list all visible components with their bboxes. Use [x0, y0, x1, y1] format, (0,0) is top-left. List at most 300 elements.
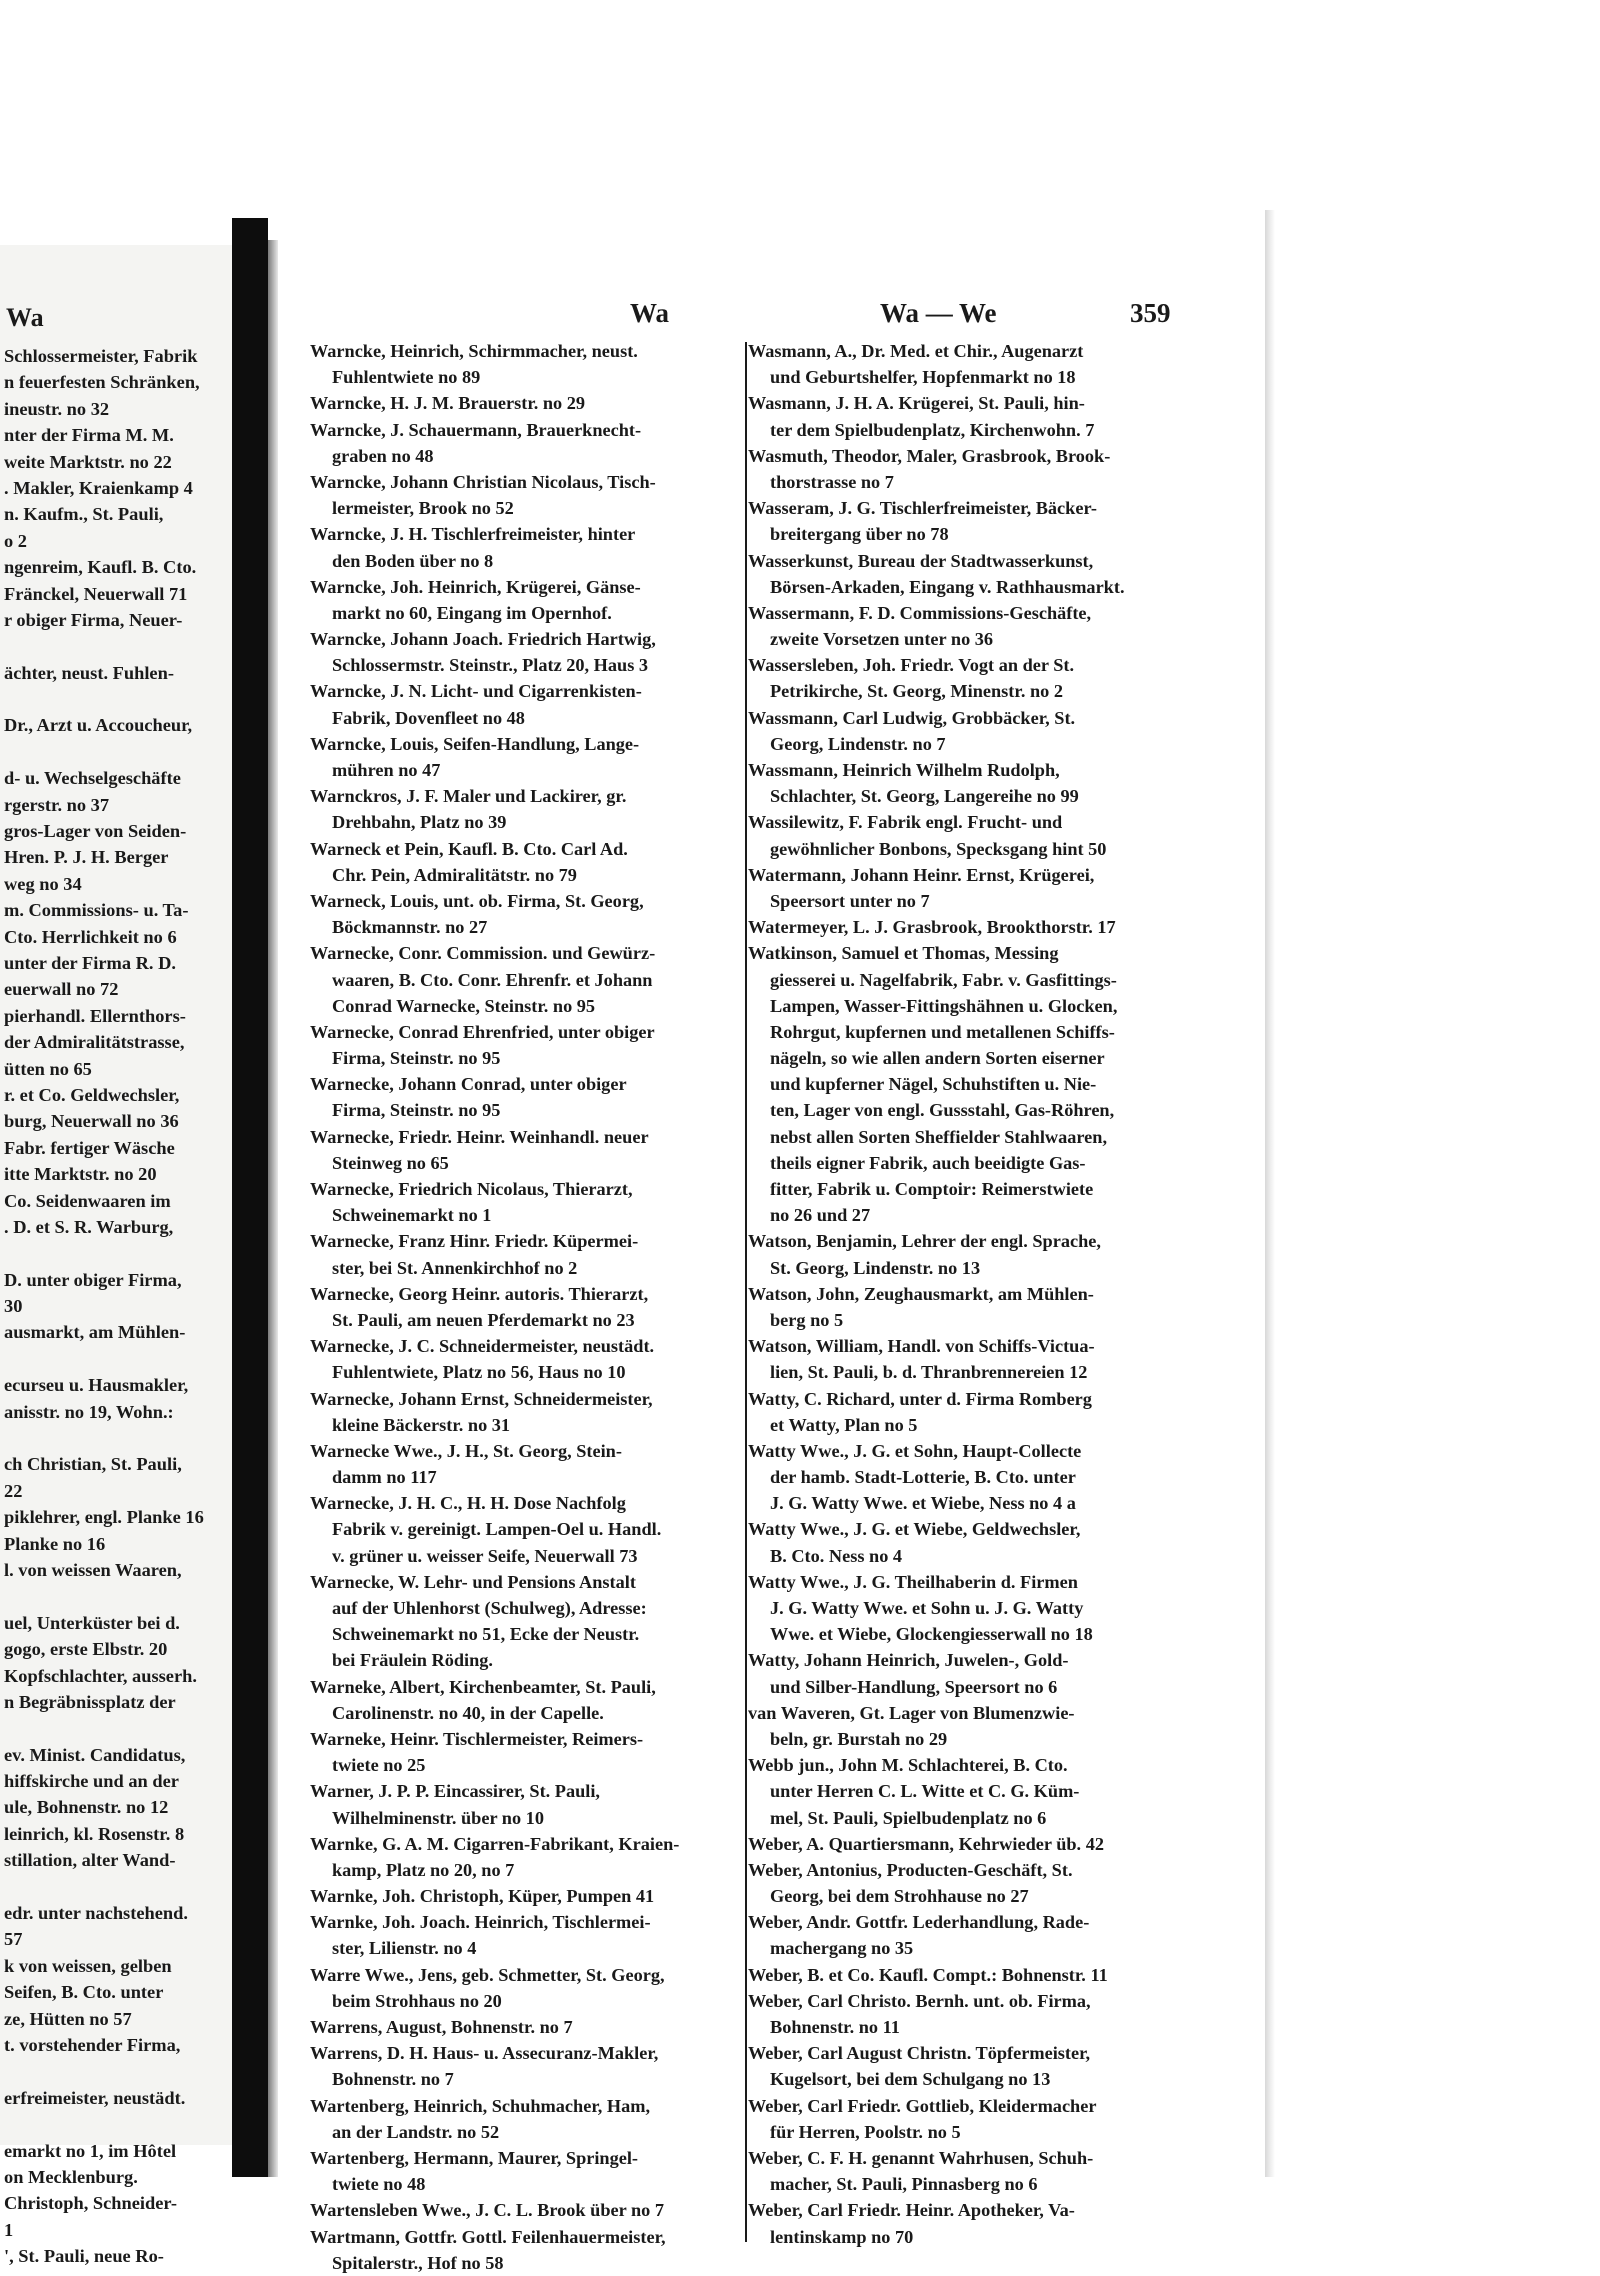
directory-entry-line: machergang no 35: [770, 1938, 914, 1959]
left-page-line: euerwall no 72: [4, 979, 119, 1000]
directory-entry: [310, 1674, 750, 1726]
page-number: 359: [1130, 298, 1171, 328]
left-page-line: pierhandl. Ellernthors-: [4, 1005, 186, 1026]
left-page-line: erfreimeister, neustädt.: [4, 2087, 186, 2108]
directory-entry-line: und Silber-Handlung, Speersort no 6: [770, 1676, 1058, 1697]
left-page-line: der Admiralitätstrasse,: [4, 1032, 185, 1053]
left-page-line: ngenreim, Kaufl. B. Cto.: [4, 557, 197, 578]
directory-entry: [310, 1778, 750, 1830]
directory-entry: [310, 2197, 750, 2223]
directory-entry: [310, 1124, 750, 1176]
left-page-line: Fränckel, Neuerwall 71: [4, 583, 188, 604]
left-page-line: Hren. P. J. H. Berger: [4, 847, 169, 868]
directory-entry-line: Schlachter, St. Georg, Langereihe no 99: [770, 786, 1079, 807]
directory-entry-line: Carolinenstr. no 40, in der Capelle.: [332, 1702, 604, 1723]
directory-entry-line: Warneke, Albert, Kirchenbeamter, St. Pauli,: [310, 1676, 656, 1697]
directory-entry-line: ten, Lager von engl. Gussstahl, Gas-Röhren,: [770, 1100, 1115, 1121]
directory-entry-line: für Herren, Poolstr. no 5: [770, 2121, 961, 2142]
directory-entry: [310, 1490, 750, 1569]
directory-entry-line: St. Georg, Lindenstr. no 13: [770, 1257, 981, 1278]
directory-entry: [310, 417, 750, 469]
directory-entry-line: Steinweg no 65: [332, 1152, 449, 1173]
directory-entry: [310, 626, 750, 678]
directory-entry: [310, 2145, 750, 2197]
directory-entry-line: der hamb. Stadt-Lotterie, B. Cto. unter: [770, 1467, 1076, 1488]
directory-entry-line: Weber, C. F. H. genannt Wahrhusen, Schuh-: [748, 2147, 1094, 2168]
directory-entry: [310, 888, 750, 940]
directory-entry: [310, 783, 750, 835]
left-page-line: 22: [4, 1480, 23, 1501]
directory-entry-line: Wartenberg, Hermann, Maurer, Springel-: [310, 2147, 639, 2168]
directory-entry-line: Watty, C. Richard, unter d. Firma Romberg: [748, 1388, 1092, 1409]
directory-entry: [748, 757, 1198, 809]
directory-entry-line: Georg, bei dem Strohhause no 27: [770, 1886, 1029, 1907]
left-page: [0, 245, 232, 2267]
directory-entry-line: Watkinson, Samuel et Thomas, Messing: [748, 943, 1059, 964]
left-page-line: ausmarkt, am Mühlen-: [4, 1322, 186, 1343]
directory-entry-line: Petrikirche, St. Georg, Minenstr. no 2: [770, 681, 1063, 702]
left-page-line: itte Marktstr. no 20: [4, 1164, 157, 1185]
left-page-line: [4, 1346, 232, 1372]
directory-entry-line: Weber, Carl Friedr. Heinr. Apotheker, Va-: [748, 2200, 1075, 2221]
directory-entry-line: Warneke, Heinr. Tischlermeister, Reimers-: [310, 1728, 644, 1749]
left-page-line: Christoph, Schneider-: [4, 2193, 178, 2214]
directory-entry-line: Warrens, D. H. Haus- u. Assecuranz-Makler,: [310, 2043, 659, 2064]
left-page-line: d- u. Wechselgeschäfte: [4, 768, 181, 789]
left-page-line: [4, 1583, 232, 1609]
directory-entry-line: Wassmann, Heinrich Wilhelm Rudolph,: [748, 760, 1060, 780]
directory-entry: [310, 1438, 750, 1490]
directory-entry: [748, 1909, 1198, 1961]
left-page-line: burg, Neuerwall no 36: [4, 1111, 179, 1132]
directory-entry: [310, 1333, 750, 1385]
directory-entry-line: Watty Wwe., J. G. Theilhaberin d. Firmen: [748, 1571, 1078, 1592]
directory-entry: [310, 338, 750, 390]
directory-entry: [748, 1281, 1198, 1333]
directory-entry-line: ster, bei St. Annenkirchhof no 2: [332, 1257, 578, 1278]
directory-entry-line: Bohnenstr. no 7: [332, 2069, 454, 2090]
directory-entry-line: Webb jun., John M. Schlachterei, B. Cto.: [748, 1755, 1068, 1776]
directory-entry-line: Fuhlentwiete no 89: [332, 367, 481, 388]
directory-entry: [310, 2093, 750, 2145]
directory-entry: [748, 1831, 1198, 1857]
directory-entry-line: bei Fräulein Röding.: [332, 1650, 493, 1671]
directory-entry-line: Wassilewitz, F. Fabrik engl. Frucht- und: [748, 812, 1063, 833]
directory-entry-line: und kupferner Nägel, Schuhstiften u. Nie-: [770, 1074, 1097, 1095]
page-edge-shadow: [1265, 210, 1275, 2177]
directory-entry-line: Wartensleben Wwe., J. C. L. Brook über no 7: [310, 2200, 664, 2221]
directory-entry: [748, 1857, 1198, 1909]
left-page-line: Planke no 16: [4, 1533, 106, 1554]
directory-entry-line: unter Herren C. L. Witte et C. G. Küm-: [770, 1781, 1080, 1802]
directory-entry: [310, 940, 750, 1019]
left-page-line: [4, 1715, 232, 1741]
directory-entry: [748, 1516, 1198, 1568]
directory-entry-line: Wasserkunst, Bureau der Stadtwasserkunst,: [748, 550, 1094, 571]
directory-entry-line: Böckmannstr. no 27: [332, 917, 488, 938]
left-page-header: Wa: [6, 303, 44, 332]
left-page-line: edr. unter nachstehend.: [4, 1903, 188, 1924]
directory-entry: [310, 2224, 750, 2276]
left-page-line: ', St. Pauli, neue Ro-: [4, 2246, 164, 2267]
left-page-line: emarkt no 1, im Hôtel: [4, 2140, 177, 2161]
directory-entry-line: Watson, William, Handl. von Schiffs-Victua-: [748, 1336, 1095, 1357]
directory-entry: [748, 338, 1198, 390]
directory-entry: [310, 1176, 750, 1228]
directory-entry-line: J. G. Watty Wwe. et Wiebe, Ness no 4 a: [770, 1493, 1076, 1514]
directory-entry-line: Schweinemarkt no 1: [332, 1205, 492, 1226]
directory-entry-line: Warnke, Joh. Christoph, Küper, Pumpen 41: [310, 1886, 655, 1907]
directory-entry-line: den Boden über no 8: [332, 550, 494, 571]
left-page-line: [4, 686, 232, 712]
directory-entry-line: ster, Lilienstr. no 4: [332, 1938, 477, 1959]
directory-entry-line: fitter, Fabrik u. Comptoir: Reimerstwiete: [770, 1179, 1094, 1199]
directory-entry: [748, 705, 1198, 757]
directory-entry-line: Drehbahn, Platz no 39: [332, 812, 507, 833]
directory-entry: [748, 443, 1198, 495]
directory-entry-line: Weber, Andr. Gottfr. Lederhandlung, Rade-: [748, 1912, 1090, 1933]
directory-entry-line: Kugelsort, bei dem Schulgang no 13: [770, 2069, 1051, 2090]
column-rule: [745, 342, 747, 2242]
directory-entry: [310, 1281, 750, 1333]
directory-entry-line: Warnecke Wwe., J. H., St. Georg, Stein-: [310, 1440, 622, 1461]
directory-entry-line: no 26 und 27: [770, 1205, 871, 1226]
left-page-line: n Begräbnissplatz der: [4, 1691, 176, 1712]
directory-entry: [748, 940, 1198, 1228]
directory-entry-line: Warneck et Pein, Kaufl. B. Cto. Carl Ad.: [310, 838, 628, 859]
directory-entry-line: macher, St. Pauli, Pinnasberg no 6: [770, 2174, 1038, 2195]
directory-entry-line: Chr. Pein, Admiralitätstr. no 79: [332, 864, 577, 885]
directory-entry-line: Bohnenstr. no 11: [770, 2017, 900, 2037]
left-page-line: ineustr. no 32: [4, 398, 110, 419]
left-page-line: m. Commissions- u. Ta-: [4, 900, 189, 921]
left-page-line: ev. Minist. Candidatus,: [4, 1744, 186, 1765]
directory-entry: [748, 1438, 1198, 1517]
directory-entry: [310, 2040, 750, 2092]
directory-entry-line: Weber, A. Quartiersmann, Kehrwieder üb. 42: [748, 1833, 1104, 1854]
directory-entry-line: Watermeyer, L. J. Grasbrook, Brookthorstr. 17: [748, 917, 1116, 938]
directory-entry-line: Conrad Warnecke, Steinstr. no 95: [332, 995, 596, 1016]
directory-entry-line: Watty, Johann Heinrich, Juwelen-, Gold-: [748, 1650, 1069, 1671]
directory-entry-line: Warncke, H. J. M. Brauerstr. no 29: [310, 393, 586, 414]
left-page-line: ecurseu u. Hausmakler,: [4, 1375, 189, 1396]
directory-entry-line: Warnecke, Conr. Commission. und Gewürz-: [310, 943, 656, 964]
directory-entry-line: J. G. Watty Wwe. et Sohn u. J. G. Watty: [770, 1598, 1084, 1618]
directory-entry-line: Warnecke, Conrad Ehrenfried, unter obiger: [310, 1021, 655, 1042]
directory-entry-line: Lampen, Wasser-Fittingshähnen u. Glocken,: [770, 995, 1118, 1016]
directory-entry-line: Fabrik v. gereinigt. Lampen-Oel u. Handl.: [332, 1519, 662, 1540]
directory-entry: [310, 1909, 750, 1961]
directory-entry-line: kleine Bäckerstr. no 31: [332, 1414, 511, 1435]
directory-column-1: [310, 338, 750, 2276]
left-page-line: [4, 1240, 232, 1266]
left-page-line: n feuerfesten Schränken,: [4, 372, 200, 393]
left-page-line: ächter, neust. Fuhlen-: [4, 662, 174, 683]
directory-entry: [310, 1569, 750, 1674]
left-page-line: [4, 2058, 232, 2084]
left-page-line: gros-Lager von Seiden-: [4, 821, 187, 842]
directory-entry-line: berg no 5: [770, 1309, 844, 1330]
left-page-line: r obiger Firma, Neuer-: [4, 609, 183, 630]
left-page-line: gogo, erste Elbstr. 20: [4, 1639, 168, 1660]
directory-entry-line: Wassersleben, Joh. Friedr. Vogt an der St.: [748, 655, 1075, 676]
directory-entry-line: auf der Uhlenhorst (Schulweg), Adresse:: [332, 1598, 647, 1618]
directory-entry: [748, 652, 1198, 704]
gutter-shadow: [268, 240, 278, 2177]
directory-entry-line: Warncke, J. H. Tischlerfreimeister, hinter: [310, 524, 636, 545]
directory-entry-line: lermeister, Brook no 52: [332, 498, 514, 519]
directory-entry: [310, 731, 750, 783]
directory-entry: [748, 2040, 1198, 2092]
directory-entry-line: Firma, Steinstr. no 95: [332, 1100, 501, 1121]
directory-entry-line: Wassermann, F. D. Commissions-Geschäfte,: [748, 602, 1092, 623]
directory-entry: [748, 1333, 1198, 1385]
directory-entry-line: beim Strohhaus no 20: [332, 1990, 502, 2011]
left-page-line: Kopfschlachter, ausserh.: [4, 1665, 197, 1686]
directory-entry-line: Weber, Carl Friedr. Gottlieb, Kleidermacher: [748, 2095, 1097, 2116]
directory-entry-line: Wasseram, J. G. Tischlerfreimeister, Bäcker-: [748, 498, 1097, 519]
directory-entry-line: Spitalerstr., Hof no 58: [332, 2252, 504, 2273]
directory-entry: [310, 1726, 750, 1778]
directory-entry-line: Georg, Lindenstr. no 7: [770, 733, 946, 754]
directory-entry: [310, 1071, 750, 1123]
directory-entry-line: Watty Wwe., J. G. et Wiebe, Geldwechsler,: [748, 1519, 1081, 1540]
directory-entry-line: Rohrgut, kupfernen und metallenen Schiffs-: [770, 1021, 1115, 1042]
directory-entry-line: Warncke, Joh. Heinrich, Krügerei, Gänse-: [310, 576, 641, 597]
directory-entry-line: Warnecke, J. H. C., H. H. Dose Nachfolg: [310, 1493, 626, 1514]
directory-entry: [748, 1647, 1198, 1699]
directory-entry: [748, 1386, 1198, 1438]
directory-entry-line: Weber, Antonius, Producten-Geschäft, St.: [748, 1859, 1073, 1880]
directory-entry-line: Weber, B. et Co. Kaufl. Compt.: Bohnenstr. 11: [748, 1964, 1108, 1985]
left-page-line: on Mecklenburg.: [4, 2166, 138, 2187]
directory-entry: [310, 1228, 750, 1280]
directory-entry-line: mühren no 47: [332, 760, 441, 780]
directory-entry-line: Warncke, Johann Joach. Friedrich Hartwig,: [310, 629, 656, 650]
directory-entry-line: Wartenberg, Heinrich, Schuhmacher, Ham,: [310, 2095, 651, 2116]
left-page-line: unter der Firma R. D.: [4, 952, 176, 973]
directory-entry-line: lien, St. Pauli, b. d. Thranbrennereien 12: [770, 1362, 1088, 1383]
left-page-line: nter der Firma M. M.: [4, 425, 174, 446]
left-page-line: Cto. Herrlichkeit no 6: [4, 926, 177, 947]
directory-entry-line: Warnecke, Franz Hinr. Friedr. Küpermei-: [310, 1231, 639, 1252]
left-page-line: ze, Hütten no 57: [4, 2008, 132, 2029]
directory-entry-line: Fuhlentwiete, Platz no 56, Haus no 10: [332, 1362, 626, 1383]
directory-entry-line: St. Pauli, am neuen Pferdemarkt no 23: [332, 1309, 635, 1330]
directory-entry-line: Warnecke, Friedr. Heinr. Weinhandl. neuer: [310, 1126, 649, 1147]
left-page-line: k von weissen, gelben: [4, 1955, 172, 1976]
directory-entry-line: markt no 60, Eingang im Opernhof.: [332, 602, 612, 623]
left-page-line: ule, Bohnenstr. no 12: [4, 1797, 169, 1818]
directory-entry-line: Weber, Carl August Christn. Töpfermeister,: [748, 2043, 1091, 2064]
directory-entry-line: waaren, B. Cto. Conr. Ehrenfr. et Johann: [332, 969, 653, 990]
directory-entry: [310, 678, 750, 730]
left-page-line: . D. et S. R. Warburg,: [4, 1216, 174, 1237]
directory-entry: [310, 1962, 750, 2014]
directory-entry: [748, 390, 1198, 442]
directory-entry-line: Wasmuth, Theodor, Maler, Grasbrook, Brook-: [748, 445, 1111, 466]
left-page-line: . Makler, Kraienkamp 4: [4, 477, 193, 498]
directory-entry-line: B. Cto. Ness no 4: [770, 1545, 903, 1566]
directory-entry-line: Warnckros, J. F. Maler und Lackirer, gr.: [310, 786, 627, 807]
directory-entry-line: Wasmann, J. H. A. Krügerei, St. Pauli, hin-: [748, 393, 1085, 414]
directory-entry-line: gewöhnlicher Bonbons, Specksgang hint 50: [770, 838, 1107, 859]
directory-entry: [748, 1962, 1198, 1988]
directory-entry-line: Warnecke, Johann Ernst, Schneidermeister,: [310, 1388, 653, 1409]
directory-entry-line: et Watty, Plan no 5: [770, 1414, 918, 1435]
directory-entry-line: Warre Wwe., Jens, geb. Schmetter, St. Georg,: [310, 1964, 665, 1985]
directory-entry: [310, 2014, 750, 2040]
directory-entry-line: twiete no 48: [332, 2174, 426, 2195]
directory-entry-line: nägeln, so wie allen andern Sorten eiserner: [770, 1048, 1105, 1069]
directory-entry-line: Warncke, Heinrich, Schirmmacher, neust.: [310, 341, 638, 361]
directory-entry-line: Warnecke, J. C. Schneidermeister, neustädt.: [310, 1336, 655, 1357]
directory-entry: [748, 862, 1198, 914]
directory-entry: [310, 1019, 750, 1071]
directory-entry-line: Warneck, Louis, unt. ob. Firma, St. Georg,: [310, 890, 644, 911]
directory-entry: [310, 521, 750, 573]
left-page-line: leinrich, kl. Rosenstr. 8: [4, 1823, 185, 1844]
directory-entry-line: Warnecke, W. Lehr- und Pensions Anstalt: [310, 1571, 636, 1592]
directory-entry-line: und Geburtshelfer, Hopfenmarkt no 18: [770, 367, 1076, 388]
directory-entry-line: Watson, John, Zeughausmarkt, am Mühlen-: [748, 1283, 1094, 1304]
left-page-line: 57: [4, 1929, 23, 1950]
directory-entry-line: Warrens, August, Bohnenstr. no 7: [310, 2017, 573, 2037]
directory-entry-line: breitergang über no 78: [770, 524, 949, 545]
directory-entry: [310, 574, 750, 626]
directory-entry: [748, 548, 1198, 600]
directory-entry-line: Warnecke, Friedrich Nicolaus, Thierarzt,: [310, 1179, 633, 1199]
directory-entry: [310, 836, 750, 888]
left-page-line: Co. Seidenwaaren im: [4, 1190, 171, 1211]
left-page-line: Schlossermeister, Fabrik: [4, 346, 198, 366]
directory-entry-line: Wilhelminenstr. über no 10: [332, 1807, 544, 1828]
directory-entry-line: Watermann, Johann Heinr. Ernst, Krügerei,: [748, 864, 1095, 885]
directory-entry: [748, 2197, 1198, 2249]
left-page-line: weite Marktstr. no 22: [4, 451, 172, 472]
directory-entry-line: lentinskamp no 70: [770, 2226, 914, 2247]
directory-entry: [310, 1831, 750, 1883]
left-page-line: weg no 34: [4, 873, 82, 894]
directory-entry-line: Wassmann, Carl Ludwig, Grobbäcker, St.: [748, 707, 1076, 728]
directory-entry-line: kamp, Platz no 20, no 7: [332, 1859, 515, 1880]
directory-entry: [748, 495, 1198, 547]
directory-entry: [310, 469, 750, 521]
directory-entry: [748, 1988, 1198, 2040]
directory-entry-line: theils eigner Fabrik, auch beeidigte Gas-: [770, 1152, 1086, 1173]
left-page-line: Seifen, B. Cto. unter: [4, 1982, 164, 2003]
left-page-line: o 2: [4, 530, 27, 551]
directory-entry-line: Warncke, J. Schauermann, Brauerknecht-: [310, 419, 642, 440]
directory-entry-line: Weber, Carl Christo. Bernh. unt. ob. Firma,: [748, 1990, 1091, 2011]
directory-entry-line: beln, gr. Burstah no 29: [770, 1728, 948, 1749]
left-page-line: [4, 1425, 232, 1451]
left-page-line: 1: [4, 2219, 14, 2240]
left-page-line: Fabr. fertiger Wäsche: [4, 1137, 175, 1158]
left-page-line: D. unter obiger Firma,: [4, 1269, 182, 1290]
directory-entry: [310, 1386, 750, 1438]
left-page-line: 30: [4, 1296, 23, 1317]
directory-entry-line: v. grüner u. weisser Seife, Neuerwall 73: [332, 1545, 638, 1566]
directory-entry-line: Warnecke, Johann Conrad, unter obiger: [310, 1074, 627, 1095]
directory-entry-line: ter dem Spielbudenplatz, Kirchenwohn. 7: [770, 419, 1095, 440]
left-page-line: Dr., Arzt u. Accoucheur,: [4, 715, 193, 736]
directory-entry-line: Warnke, G. A. M. Cigarren-Fabrikant, Kraien-: [310, 1833, 680, 1854]
right-page: [278, 210, 1278, 2273]
left-page-line: r. et Co. Geldwechsler,: [4, 1084, 180, 1105]
left-page-line: [4, 1874, 232, 1900]
directory-entry-line: Watty Wwe., J. G. et Sohn, Haupt-Collecte: [748, 1440, 1082, 1461]
directory-entry: [748, 1228, 1198, 1280]
directory-entry: [748, 600, 1198, 652]
left-page-line: n. Kaufm., St. Pauli,: [4, 504, 164, 525]
left-page-line: l. von weissen Waaren,: [4, 1559, 182, 1580]
running-head-center: Wa: [630, 298, 670, 328]
left-page-line: rgerstr. no 37: [4, 794, 110, 815]
directory-entry-line: giesserei u. Nagelfabrik, Fabr. v. Gasfittings-: [770, 969, 1117, 990]
directory-entry-line: Schlossermstr. Steinstr., Platz 20, Haus 3: [332, 655, 649, 676]
directory-entry: [748, 2093, 1198, 2145]
left-page-line: uel, Unterküster bei d.: [4, 1612, 180, 1633]
directory-entry-line: Warncke, Johann Christian Nicolaus, Tisch-: [310, 471, 656, 492]
directory-entry: [748, 2145, 1198, 2197]
directory-entry-line: Wwe. et Wiebe, Glockengiesserwall no 18: [770, 1624, 1093, 1645]
directory-entry-line: mel, St. Pauli, Spielbudenplatz no 6: [770, 1807, 1047, 1828]
directory-entry-line: Firma, Steinstr. no 95: [332, 1048, 501, 1069]
left-page-line: piklehrer, engl. Planke 16: [4, 1507, 204, 1528]
directory-entry-line: nebst allen Sorten Sheffielder Stahlwaaren,: [770, 1126, 1108, 1147]
directory-entry: [748, 809, 1198, 861]
directory-entry-line: Warnke, Joh. Joach. Heinrich, Tischlermei-: [310, 1912, 651, 1933]
directory-entry-line: Speersort unter no 7: [770, 890, 930, 911]
directory-entry-line: Warncke, J. N. Licht- und Cigarrenkisten-: [310, 681, 642, 702]
directory-entry-line: Schweinemarkt no 51, Ecke der Neustr.: [332, 1624, 640, 1645]
directory-entry-line: Börsen-Arkaden, Eingang v. Rathhausmarkt.: [770, 576, 1125, 597]
directory-entry-line: thorstrasse no 7: [770, 471, 894, 492]
left-page-line: t. vorstehender Firma,: [4, 2035, 181, 2055]
directory-entry-line: zweite Vorsetzen unter no 36: [770, 629, 994, 650]
directory-entry: [748, 914, 1198, 940]
left-page-line: [4, 739, 232, 765]
directory-entry-line: graben no 48: [332, 445, 434, 466]
left-page-line: ch Christian, St. Pauli,: [4, 1454, 182, 1475]
directory-entry-line: Wartmann, Gottfr. Gottl. Feilenhauermeister,: [310, 2226, 666, 2247]
directory-entry: [748, 1700, 1198, 1752]
directory-entry: [748, 1752, 1198, 1831]
directory-entry-line: Warnecke, Georg Heinr. autoris. Thierarzt,: [310, 1283, 649, 1304]
directory-entry-line: Watson, Benjamin, Lehrer der engl. Sprache,: [748, 1231, 1101, 1252]
left-page-line: [4, 2111, 232, 2137]
directory-entry-line: Fabrik, Dovenfleet no 48: [332, 707, 525, 728]
left-page-line: ütten no 65: [4, 1058, 92, 1079]
directory-entry-line: twiete no 25: [332, 1755, 426, 1776]
directory-entry-line: Warncke, Louis, Seifen-Handlung, Lange-: [310, 733, 640, 754]
directory-entry: [310, 390, 750, 416]
left-page-line: hiffskirche und an der: [4, 1771, 179, 1792]
directory-entry-line: damm no 117: [332, 1467, 437, 1488]
directory-entry: [310, 1883, 750, 1909]
left-page-line: [4, 633, 232, 659]
running-head-right: Wa — We: [880, 298, 997, 328]
directory-entry-line: van Waveren, Gt. Lager von Blumenzwie-: [748, 1702, 1075, 1723]
book-gutter: [232, 218, 268, 2177]
left-page-lines: [4, 343, 232, 2270]
left-page-line: anisstr. no 19, Wohn.:: [4, 1401, 174, 1422]
directory-column-2: [748, 338, 1198, 2250]
directory-entry: [748, 1569, 1198, 1648]
directory-entry-line: Warner, J. P. P. Eincassirer, St. Pauli,: [310, 1781, 600, 1802]
left-page-line: stillation, alter Wand-: [4, 1850, 176, 1871]
